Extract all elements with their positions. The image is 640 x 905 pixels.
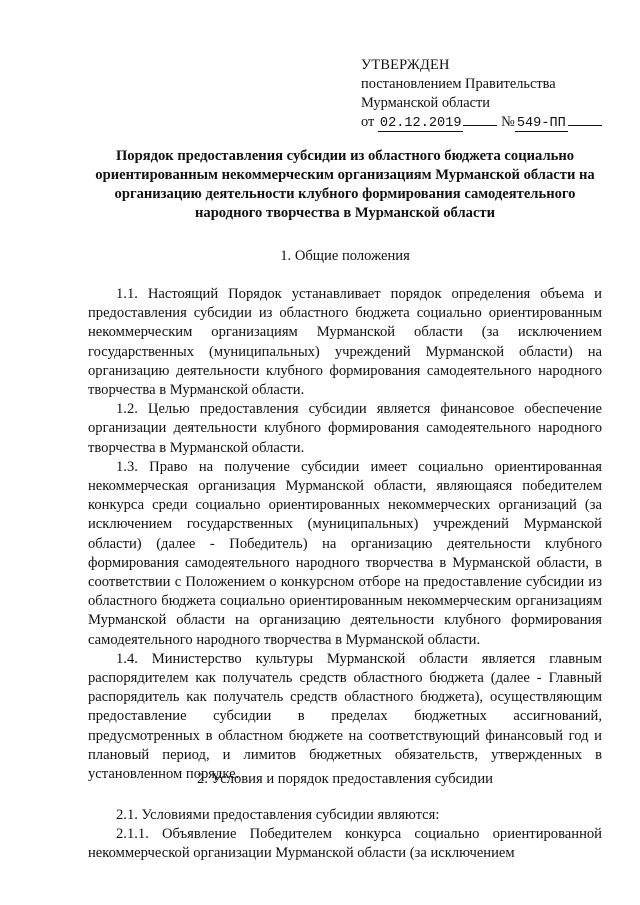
paragraph-1-4: 1.4. Министерство культуры Мурманской области является главным распорядителем как получатель средств областного бюджета (далее - Главный распорядитель как получатель средств областного бюджета), осуществляющим предоставление субсидии в пределах бюджетных ассигнований, предусмотренных в областном бюджете на соответствующий финансовый год и плановый период, и лимитов бюджетных обязательств, утвержденных в установленном порядке. [88,650,602,783]
paragraph-2-1-1: 2.1.1. Объявление Победителем конкурса социально ориентированной некоммерческой организации Мурманской области (за исключением [88,826,602,862]
paragraph-2-1: 2.1. Условиями предоставления субсидии являются: [116,807,440,823]
number-underline-blank [568,113,602,126]
approval-line-2: Мурманской области [361,95,490,111]
section-body-general [88,285,602,784]
paragraph-1-2: 1.2. Целью предоставления субсидии является финансовое обеспечение организации деятельности клубного формирования самодеятельного народного творчества в Мурманской области. [88,401,602,456]
section-heading-conditions: 2. Условия и порядок предоставления субсидии [197,771,493,787]
approval-stamp [361,56,621,133]
approval-date-line [361,113,621,133]
section-body-conditions [88,806,602,864]
approval-line-1: постановлением Правительства [361,76,556,92]
approval-title: УТВЕРЖДЕН [361,57,450,73]
approval-number: 549-ПП [516,116,566,131]
document-title: Порядок предоставления субсидии из областного бюджета социально ориентированным некоммерческим организациям Мурманской области на организацию деятельности клубного формирования самодеятельного народного творчества в Мурманской области [95,148,595,221]
approval-number-label: № [501,114,515,130]
date-underline-blank [463,113,497,126]
approval-date: 02.12.2019 [379,116,462,131]
approval-from-label: от [361,114,375,130]
paragraph-1-3: 1.3. Право на получение субсидии имеет социально ориентированная некоммерческая организация Мурманской области, являющаяся победителем конкурса среди социально ориентированных некоммерческих организаций (за исключением государственных (муниципальных) учреждений Мурманской области) (далее - Победитель) на организацию деятельности клубного формирования самодеятельного народного творчества в Мурманской области, в соответствии с Положением о конкурсном отборе на предоставление субсидии из областного бюджета социально ориентированным некоммерческим организациям Мурманской области на организацию деятельности клубного формирования самодеятельного народного творчества в Мурманской области. [88,458,602,648]
paragraph-1-1: 1.1. Настоящий Порядок устанавливает порядок определения объема и предоставления субсидии из областного бюджета социально ориентированным некоммерческим организациям Мурманской области (за исключением государственных (муниципальных) учреждений Мурманской области) на организацию деятельности клубного формирования самодеятельного народного творчества в Мурманской области. [88,286,602,399]
section-heading-general: 1. Общие положения [280,248,410,264]
